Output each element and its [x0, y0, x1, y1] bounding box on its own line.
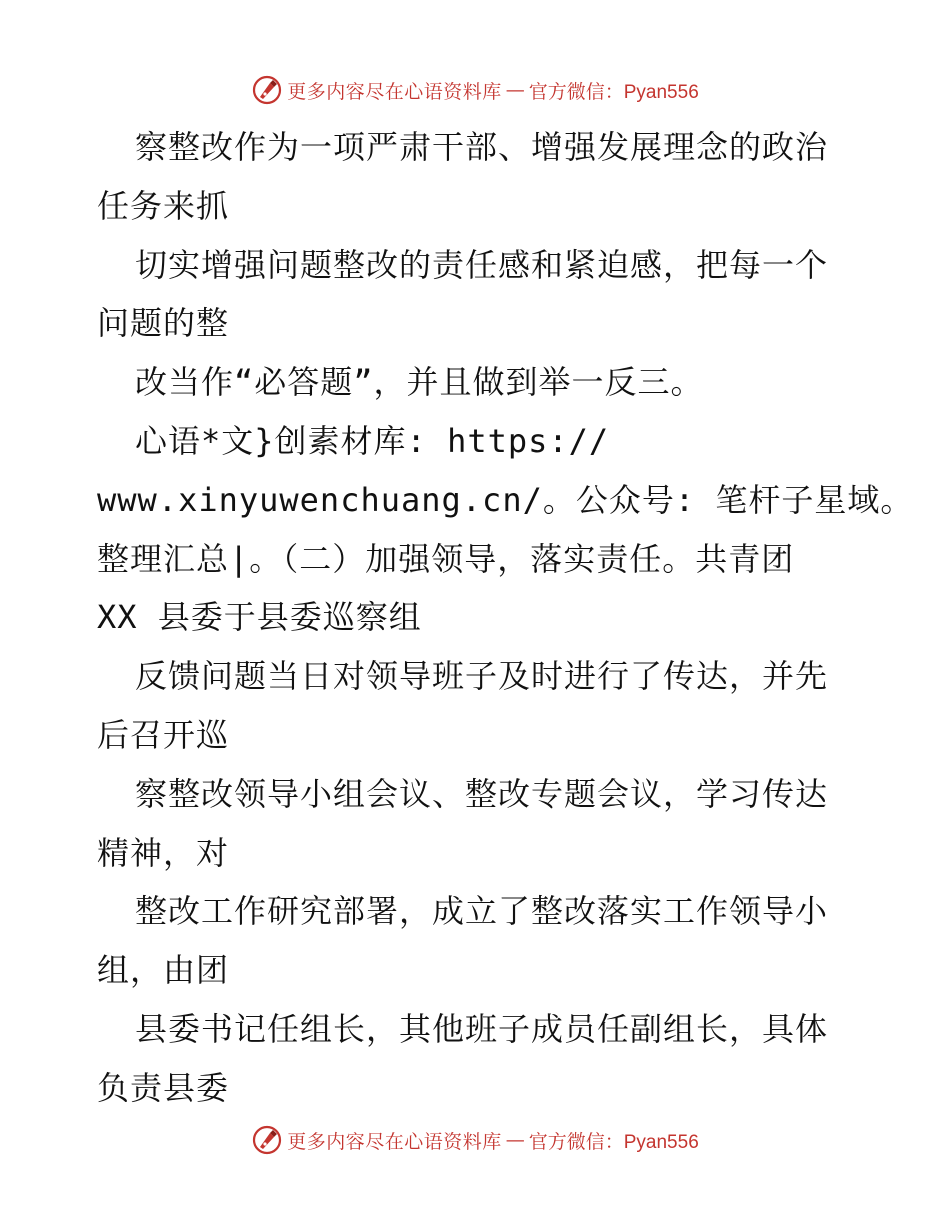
- text-line: 任务来抓: [97, 186, 230, 225]
- header-banner-wechat: 官方微信：Pyan556: [528, 81, 699, 103]
- header-banner: [0, 72, 950, 108]
- header-banner-separator: —: [505, 79, 525, 101]
- text-line: 整理汇总|。（二）加强领导，落实责任。共青团: [97, 539, 795, 578]
- footer-banner: [0, 1122, 950, 1158]
- text-line: 精神，对: [97, 833, 230, 872]
- body-text: [97, 118, 914, 1118]
- text-line: 察整改领导小组会议、整改专题会议，学习传达: [135, 774, 829, 813]
- pen-nib-logo-icon: [251, 1124, 283, 1156]
- text-line: 整改工作研究部署，成立了整改落实工作领导小: [135, 892, 829, 931]
- text-line: XX 县委于县委巡察组: [97, 598, 422, 637]
- text-line: 问题的整: [97, 304, 230, 343]
- text-line: 负责县委: [97, 1068, 230, 1107]
- footer-banner-wechat: 官方微信：Pyan556: [528, 1131, 699, 1153]
- text-line: www.xinyuwenchuang.cn/。公众号: 笔杆子星域。: [97, 480, 914, 519]
- text-line: 察整改作为一项严肃干部、增强发展理念的政治: [135, 128, 829, 166]
- text-line: 反馈问题当日对领导班子及时进行了传达，并先: [135, 657, 829, 696]
- footer-banner-separator: —: [505, 1129, 525, 1151]
- text-line: 心语*文}创素材库: https://: [135, 421, 610, 460]
- text-line: 改当作“必答题”，并且做到举一反三。: [135, 363, 704, 402]
- pen-nib-logo-icon: [251, 74, 283, 106]
- text-line: 县委书记任组长，其他班子成员任副组长，具体: [135, 1009, 829, 1048]
- header-banner-text: 更多内容尽在心语资料库: [287, 80, 502, 103]
- text-line: 后召开巡: [97, 715, 230, 754]
- text-line: 组，由团: [97, 951, 230, 990]
- text-line: 切实增强问题整改的责任感和紧迫感，把每一个: [135, 245, 829, 284]
- footer-banner-text: 更多内容尽在心语资料库: [287, 1130, 502, 1153]
